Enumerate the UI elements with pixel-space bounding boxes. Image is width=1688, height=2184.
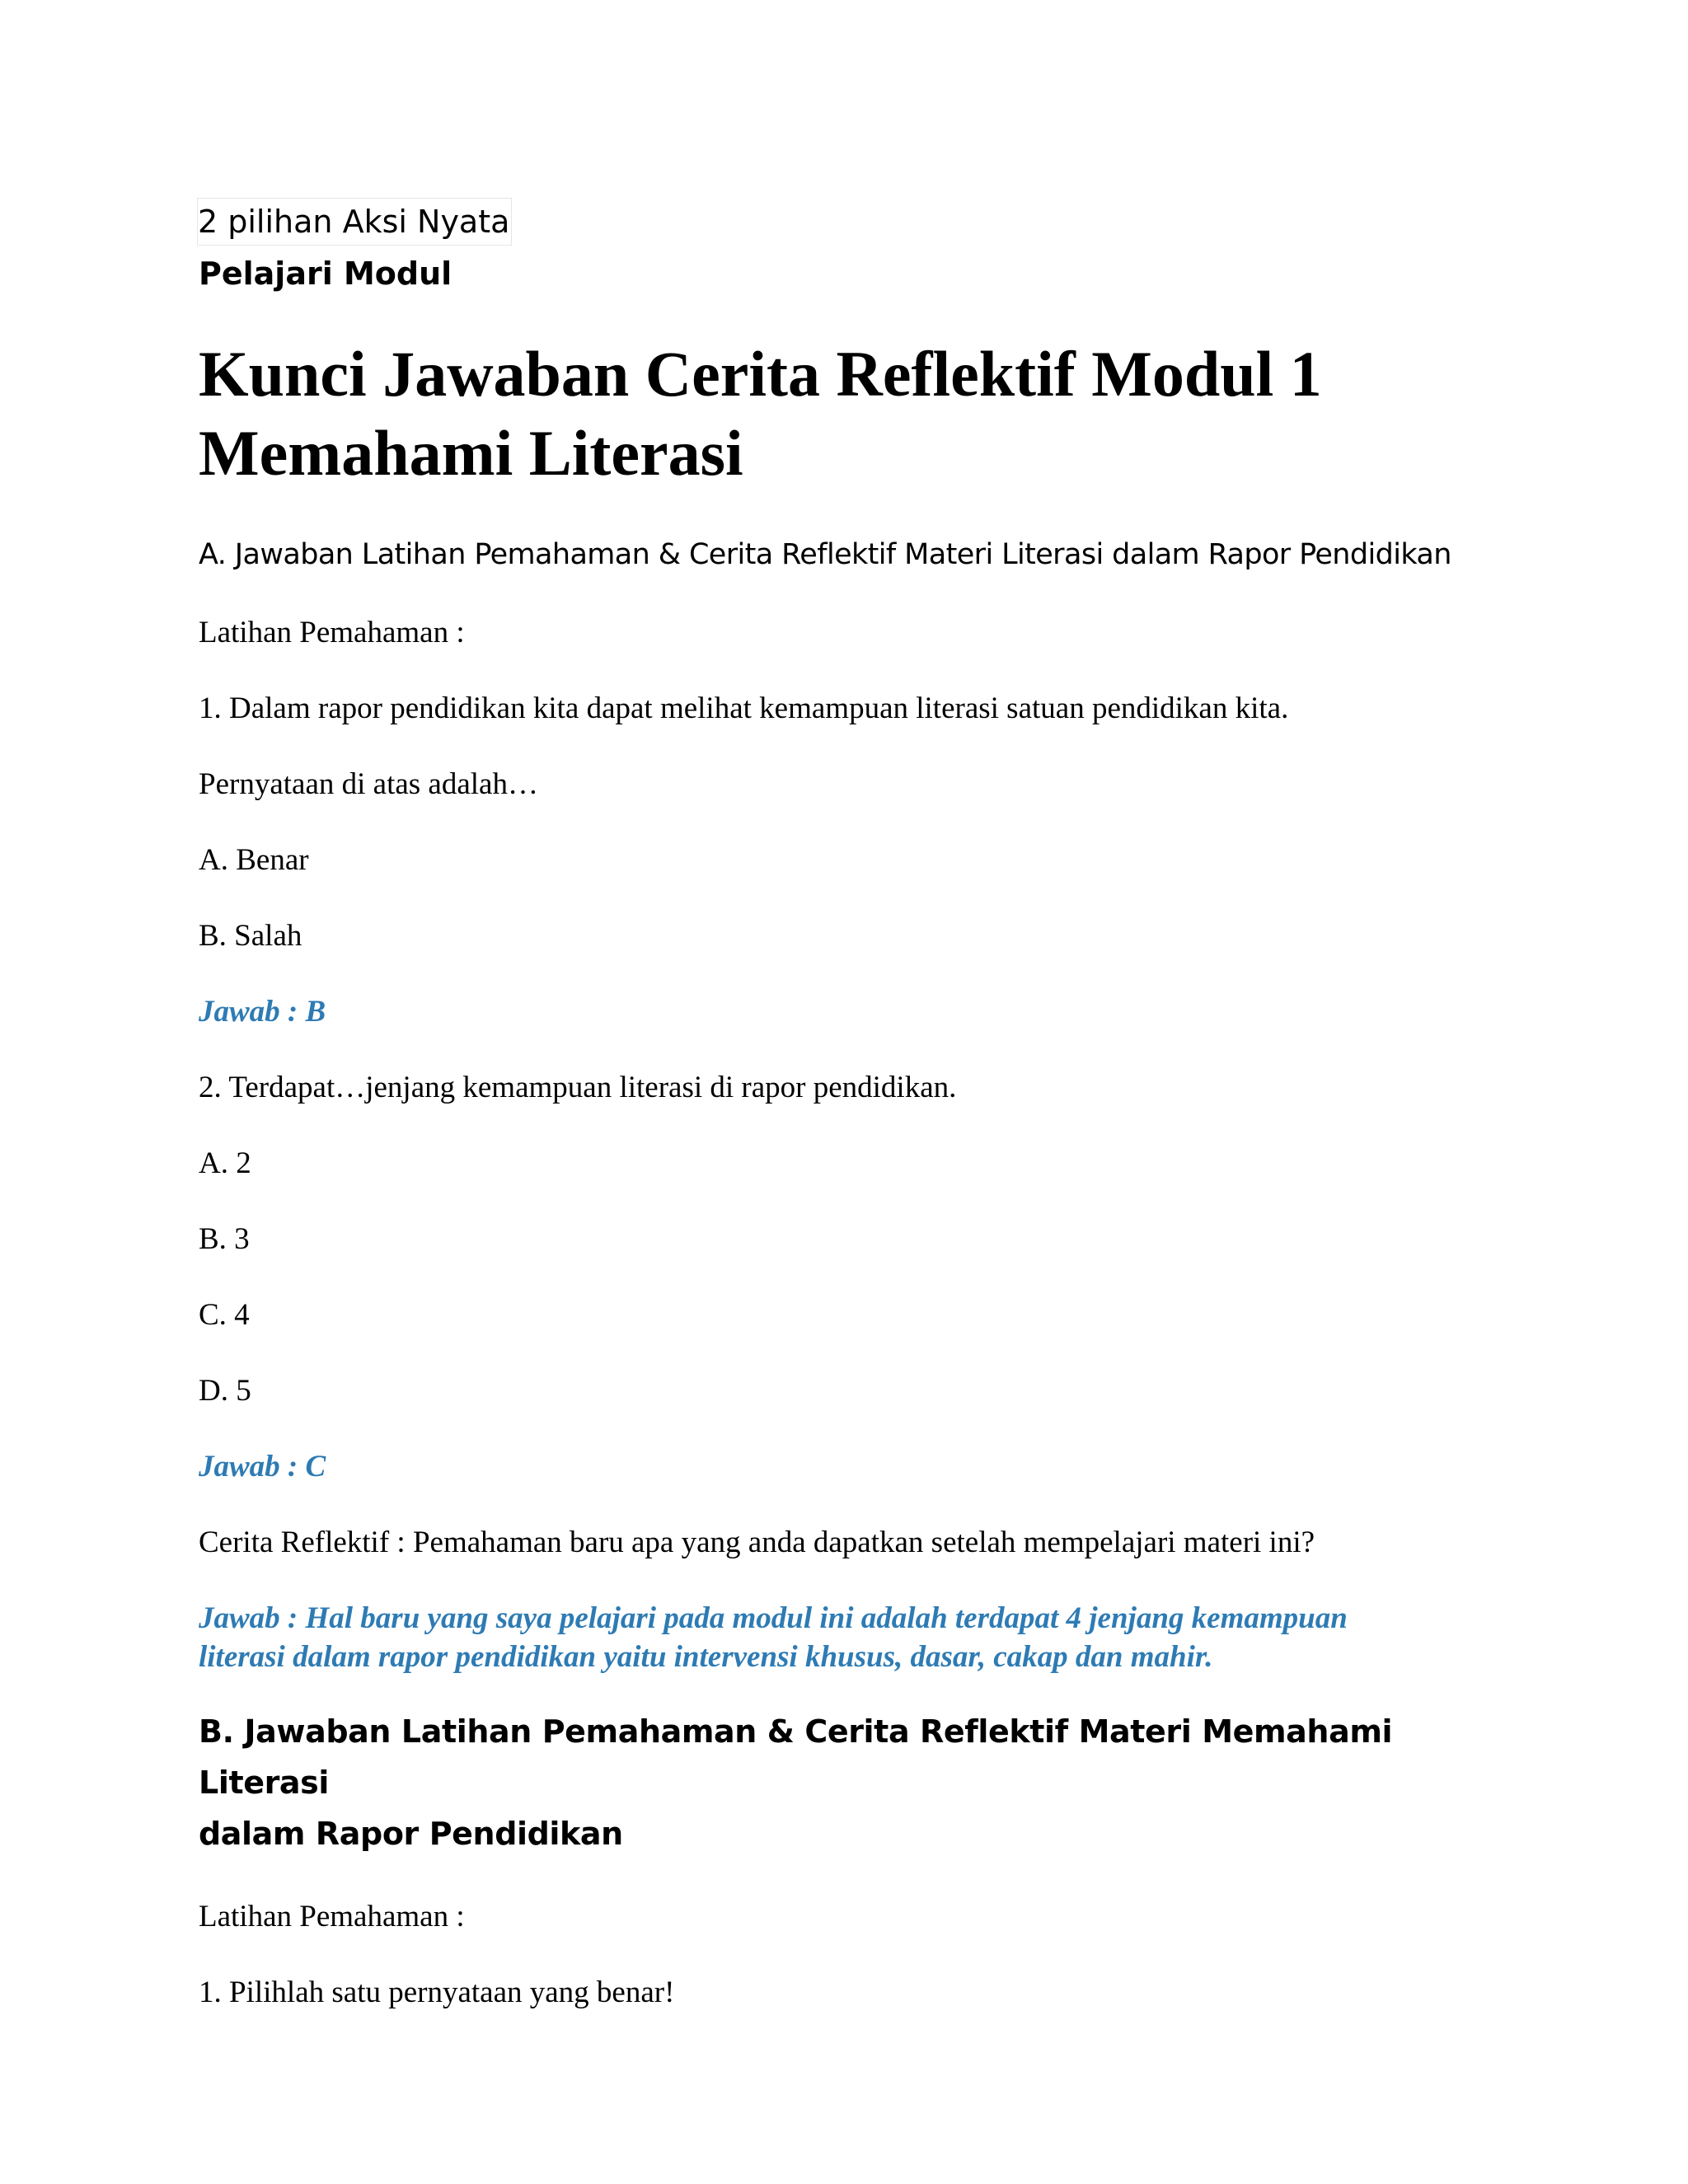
page-title: Kunci Jawaban Cerita Reflektif Modul 1 Memahami Literasi [199,338,1322,489]
section-b-intro: Latihan Pemahaman : [199,1900,465,1933]
section-a-intro: Latihan Pemahaman : [199,616,465,649]
question-1-text: 1. Dalam rapor pendidikan kita dapat melihat kemampuan literasi satuan pendidikan kita. [199,691,1289,725]
section-b-heading-line-1: B. Jawaban Latihan Pemahaman & Cerita Reflektif Materi Memahami Literasi [199,1713,1393,1801]
question-2-answer: Jawab : C [199,1450,326,1483]
question-2-option-d: D. 5 [199,1374,251,1408]
section-b-question-1-text: 1. Pilihlah satu pernyataan yang benar! [199,1975,675,2009]
pelajari-modul-link[interactable]: Pelajari Modul [199,255,452,292]
article-content [199,198,1484,2011]
question-2-option-a: A. 2 [199,1146,251,1180]
question-2-text: 2. Terdapat…jenjang kemampuan literasi di rapor pendidikan. [199,1071,957,1104]
section-b-heading-line-2: dalam Rapor Pendidikan [199,1816,623,1852]
question-1-option-b: B. Salah [199,919,302,953]
question-1-answer: Jawab : B [199,995,326,1029]
question-2-option-b: B. 3 [199,1222,250,1256]
question-2-option-c: C. 4 [199,1298,250,1332]
question-1-option-a: A. Benar [199,843,309,877]
question-1-prompt: Pernyataan di atas adalah… [199,767,538,801]
reflection-answer-line-2: literasi dalam rapor pendidikan yaitu intervensi khusus, dasar, cakap dan mahir. [199,1640,1213,1674]
section-a-heading: A. Jawaban Latihan Pemahaman & Cerita Reflektif Materi Literasi dalam Rapor Pendidikan [199,538,1451,571]
reflection-question: Cerita Reflektif : Pemahaman baru apa yang anda dapatkan setelah mempelajari materi ini? [199,1526,1315,1559]
aksi-nyata-link[interactable]: 2 pilihan Aksi Nyata [197,198,512,246]
reflection-answer-line-1: Jawab : Hal baru yang saya pelajari pada modul ini adalah terdapat 4 jenjang kemampuan [199,1601,1348,1635]
